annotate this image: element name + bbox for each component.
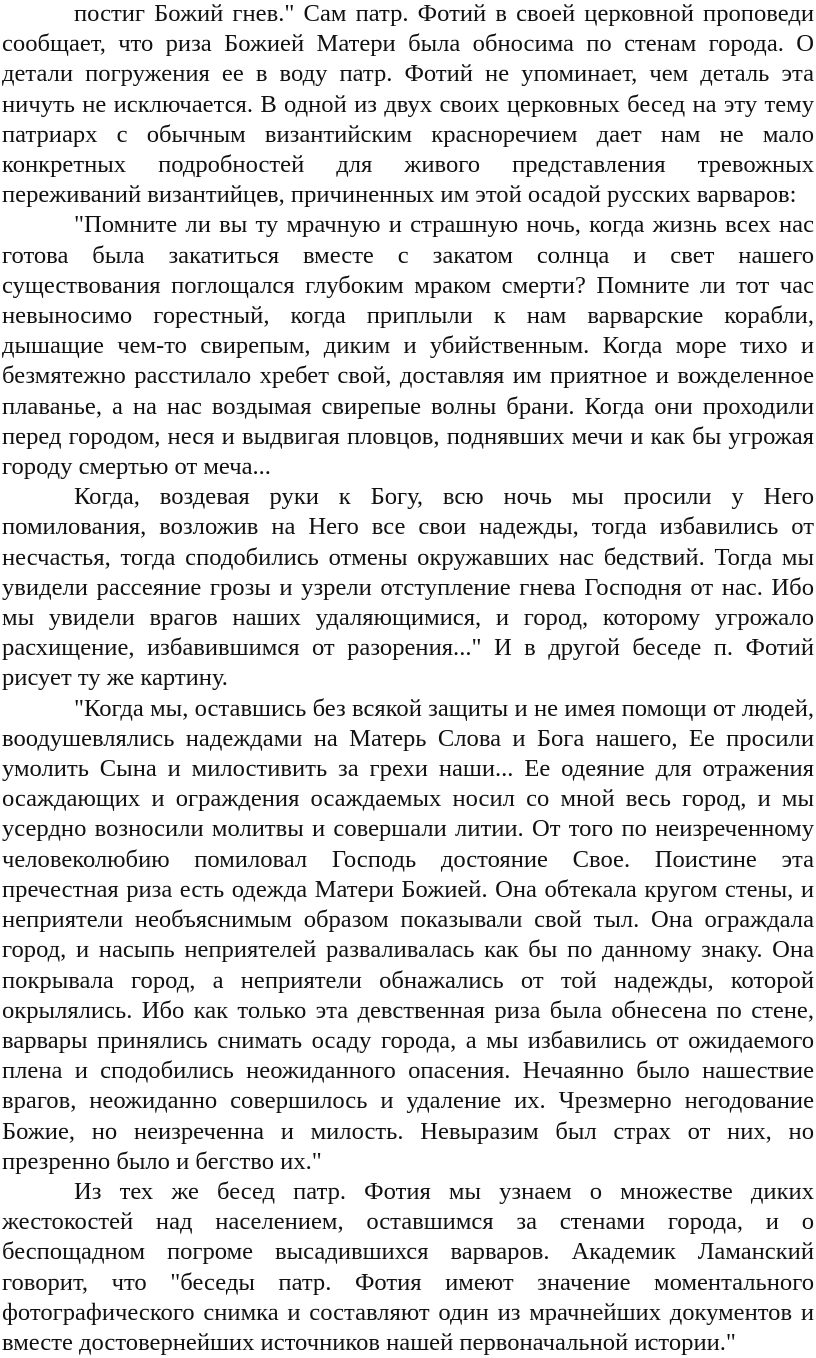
paragraph-2: "Помните ли вы ту мрачную и страшную ночь, когда жизнь всех нас готова была закатиться вместе с закатом солнца и свет нашего существования поглощался глубоким мраком смерти? Помните ли тот час невыносимо горестный, когда приплыли к нам варварские корабли, дышащие чем-то свирепым, диким и убийственным. Когда море тихо и безмятежно расстилало хребет свой, доставляя им приятное и вожделенное плаванье, а на нас воздымая свирепые волны брани. Когда они проходили перед городом, неся и выдвигая пловцов, поднявших мечи и как бы угрожая городу смертью от меча... [2, 211, 814, 481]
paragraph-4: "Когда мы, оставшись без всякой защиты и не имея помощи от людей, воодушевлялись надеждами на Матерь Слова и Бога нашего, Ее просили умолить Сына и милостивить за грехи наши... Ее одеяние для отражения осаждающих и ограждения осаждаемых носил со мной весь город, и мы усердно возносили молитвы и совершали литии. От того по неизреченному человеколюбию помиловал Господь достояние Свое. Поистине эта пречестная риза есть одежда Матери Божией. Она обтекала кругом стены, и неприятели необъяснимым образом показывали свой тыл. Она ограждала город, и насыпь неприятелей разваливалась как бы по данному знаку. Она покрывала город, а неприятели обнажались от той надежды, которой окрылялись. Ибо как только эта девственная риза была обнесена по стене, варвары принялись снимать осаду города, а мы избавились от ожидаемого плена и сподобились неожиданного опасения. Нечаянно было нашествие врагов, неожиданно совершилось и удаление их. Чрезмерно негодование Божие, но неизреченна и милость. Невыразим был страх от них, но презренно было и бегство их." [2, 694, 814, 1175]
paragraph-1: постиг Божий гнев." Сам патр. Фотий в своей церковной проповеди сообщает, что риза Божией Матери была обносима по стенам города. О детали погружения ее в воду патр. Фотий не упоминает, чем деталь эта ничуть не исключается. В одной из двух своих церковных бесед на эту тему патриарх с обычным византийским красноречием дает нам не мало конкретных подробностей для живого представления тревожных переживаний византийцев, причиненных им этой осадой русских варваров: [2, 0, 814, 209]
paragraph-5: Из тех же бесед патр. Фотия мы узнаем о множестве диких жестокостей над населением, оставшимся за стенами города, и о беспощадном погроме высадившихся варваров. Академик Ламанский говорит, что "беседы патр. Фотия имеют значение моментального фотографического снимка и составляют один из мрачнейших документов и вместе достовернейших источников нашей первоначальной истории." [2, 1177, 814, 1356]
paragraph-3: Когда, воздевая руки к Богу, всю ночь мы просили у Него помилования, возложив на Него все свои надежды, тогда избавились от несчастья, тогда сподобились отмены окружавших нас бедствий. Тогда мы увидели рассеяние грозы и узрели отступление гнева Господня от нас. Ибо мы увидели врагов наших удаляющимися, и город, которому угрожало расхищение, избавившимся от разорения..." И в другой беседе п. Фотий рисует ту же картину. [2, 483, 814, 692]
